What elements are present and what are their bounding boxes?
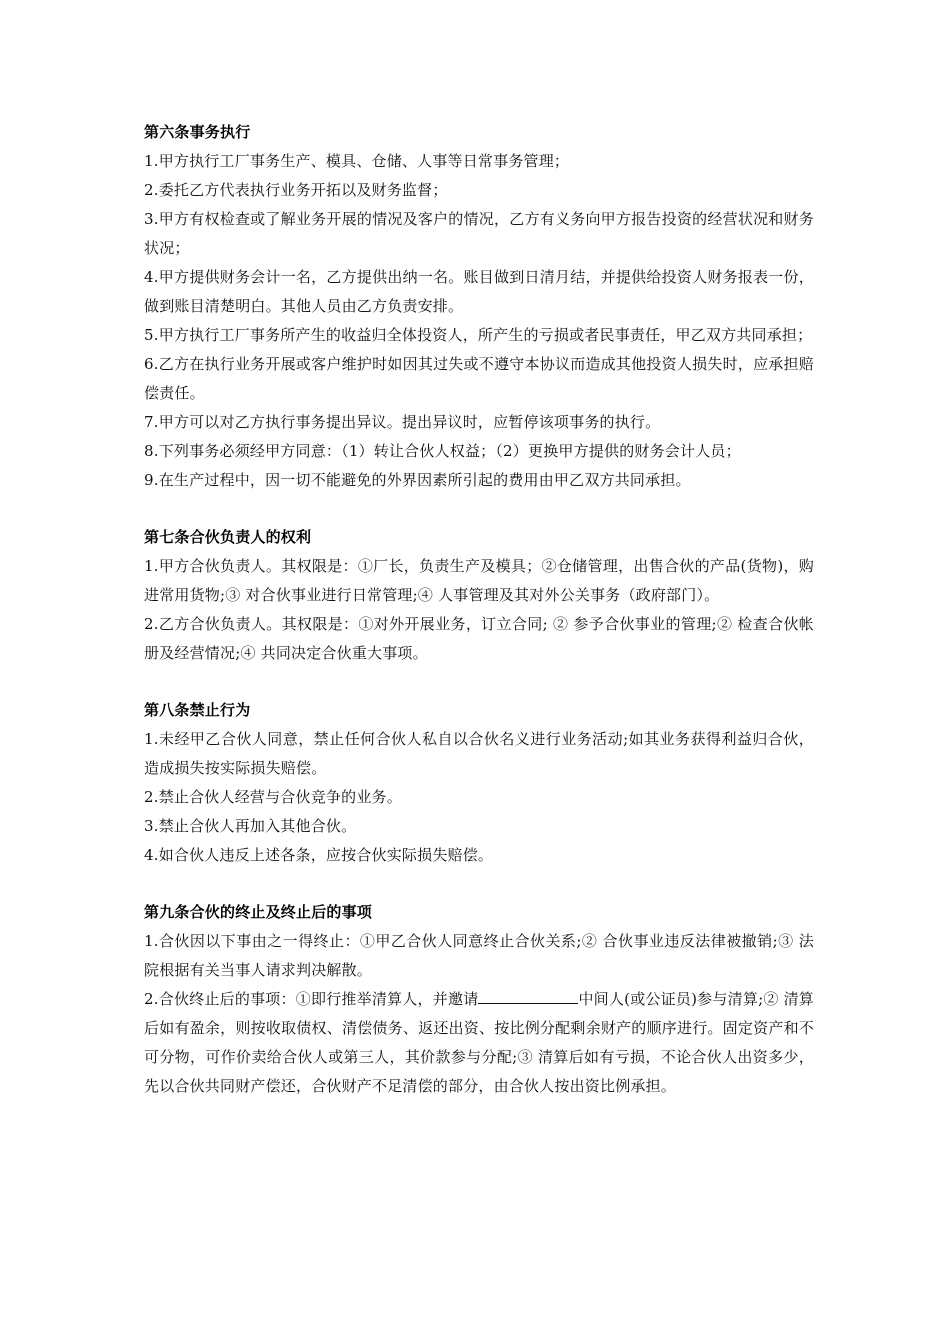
- clause-item: 8.下列事务必须经甲方同意：（1）转让合伙人权益；（2）更换甲方提供的财务会计人员；: [144, 442, 741, 460]
- clause-item: 3.甲方有权检查或了解业务开展的情况及客户的情况，乙方有义务向甲方报告投资的经营状况和财务状况；: [144, 210, 814, 257]
- clause-item: 1.合伙因以下事由之一得终止：①甲乙合伙人同意终止合伙关系;② 合伙事业违反法律被撤销;③ 法院根据有关当事人请求判决解散。: [144, 932, 814, 979]
- clause-item: 4.甲方提供财务会计一名，乙方提供出纳一名。账目做到日清月结，并提供给投资人财务报表一份，做到账目清楚明白。其他人员由乙方负责安排。: [144, 268, 814, 315]
- section-heading: 第七条合伙负责人的权利: [144, 528, 312, 546]
- clause-item: 2.委托乙方代表执行业务开拓以及财务监督；: [144, 181, 448, 199]
- section-article-8: [144, 696, 814, 870]
- section-heading: 第九条合伙的终止及终止后的事项: [144, 903, 373, 921]
- clause-text-before-blank: 2.合伙终止后的事项：①即行推举清算人，并邀请: [144, 990, 479, 1008]
- clause-item: 5.甲方执行工厂事务所产生的收益归全体投资人，所产生的亏损或者民事责任，甲乙双方共同承担；: [144, 326, 813, 344]
- section-article-9: [144, 898, 814, 1101]
- clause-item: 4.如合伙人违反上述各条，应按合伙实际损失赔偿。: [144, 846, 494, 864]
- clause-item: 3.禁止合伙人再加入其他合伙。: [144, 817, 357, 835]
- clause-item: 6.乙方在执行业务开展或客户维护时如因其过失或不遵守本协议而造成其他投资人损失时，应承担赔偿责任。: [144, 355, 814, 402]
- section-heading: 第六条事务执行: [144, 123, 251, 141]
- clause-item: 1.未经甲乙合伙人同意，禁止任何合伙人私自以合伙名义进行业务活动;如其业务获得利益归合伙，造成损失按实际损失赔偿。: [144, 730, 814, 777]
- clause-item: 1.甲方执行工厂事务生产、模具、仓储、人事等日常事务管理；: [144, 152, 570, 170]
- document-body: [144, 118, 814, 1101]
- section-article-6: [144, 118, 814, 495]
- section-article-7: [144, 523, 814, 668]
- clause-item: 1.甲方合伙负责人。其权限是：①厂长，负责生产及模具；②仓储管理，出售合伙的产品(货物)，购进常用货物;③ 对合伙事业进行日常管理;④ 人事管理及其对外公关事务（政府部门）。: [144, 557, 814, 604]
- clause-item: 2.禁止合伙人经营与合伙竞争的业务。: [144, 788, 402, 806]
- section-heading: 第八条禁止行为: [144, 701, 251, 719]
- clause-item: 2.乙方合伙负责人。其权限是：①对外开展业务，订立合同; ② 参予合伙事业的管理;② 检查合伙帐册及经营情况;④ 共同决定合伙重大事项。: [144, 615, 814, 662]
- clause-item: 7.甲方可以对乙方执行事务提出异议。提出异议时，应暂停该项事务的执行。: [144, 413, 661, 431]
- clause-item-with-blank: [144, 985, 814, 1101]
- clause-item: 9.在生产过程中，因一切不能避免的外界因素所引起的费用由甲乙双方共同承担。: [144, 471, 691, 489]
- fill-in-blank-line: [478, 987, 578, 1004]
- clause-text-after-blank: 中间人(或公证员)参与清算;② 清算后如有盈余，则按收取债权、清偿债务、返还出资、按比例分配剩余财产的顺序进行。固定资产和不可分物，可作价卖给合伙人或第三人，其价款参与分配;③ 清算后如有亏损，不论合伙人出资多少，先以合伙共同财产偿还，合伙财产不足清偿的部分，由合伙人按出资比例承担。: [144, 990, 814, 1095]
